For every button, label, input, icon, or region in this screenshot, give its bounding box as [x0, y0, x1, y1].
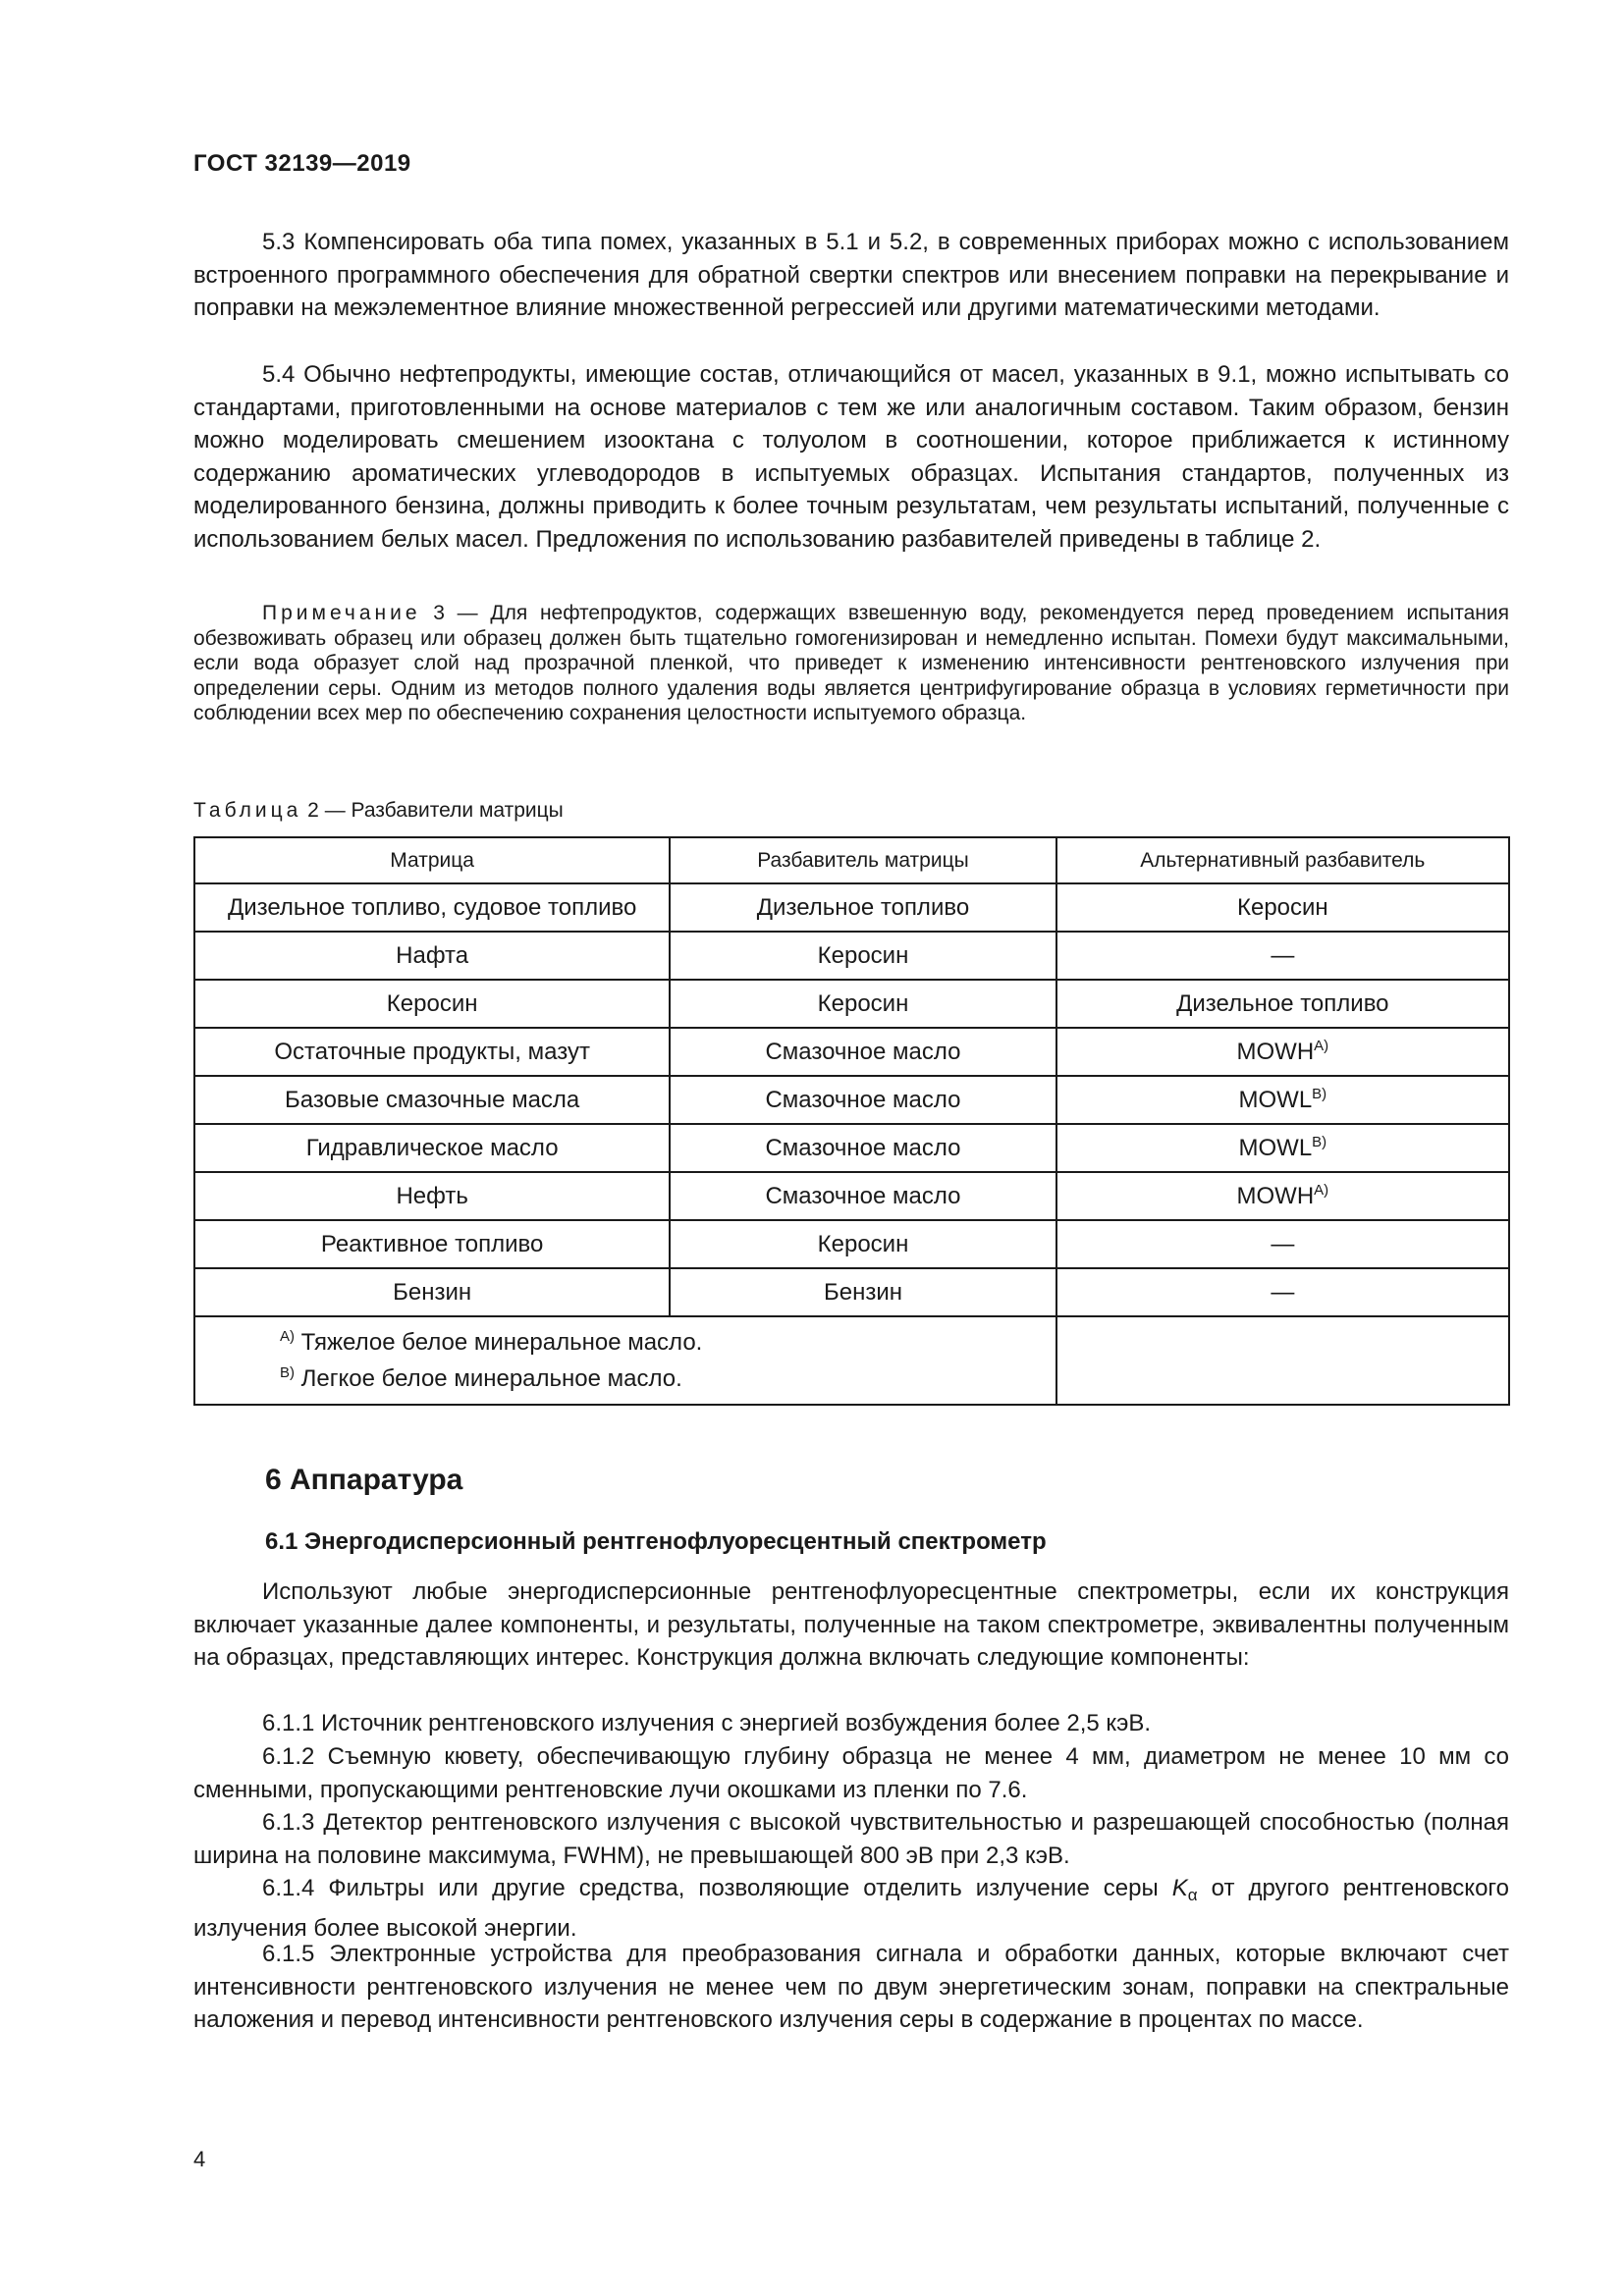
table-cell: Нафта: [194, 932, 670, 980]
cell-value: MOWL: [1238, 1086, 1313, 1113]
column-header: Матрица: [194, 837, 670, 883]
table-cell-empty: [1056, 1316, 1509, 1405]
table-cell: Дизельное топливо, судовое топливо: [194, 883, 670, 932]
cell-value: —: [1271, 1278, 1295, 1306]
table-cell: Смазочное масло: [670, 1172, 1056, 1220]
table-cell: Нефть: [194, 1172, 670, 1220]
table-cell: [1056, 1028, 1509, 1076]
item-6-1-1: 6.1.1 Источник рентгеновского излучения с энергией возбуждения более 2,5 кэВ.: [262, 1710, 1152, 1736]
item-6-1-2: 6.1.2 Съемную кювету, обеспечивающую глубину образца не менее 4 мм, диаметром не менее 10 мм со сменными, пропускающими рентгеновские лучи окошками из пленки по 7.6.: [193, 1743, 1509, 1803]
footnote-a-mark: A): [280, 1328, 295, 1345]
table-cell: Бензин: [670, 1268, 1056, 1316]
cell-value: Керосин: [1236, 893, 1328, 921]
item-6-1-4: [193, 1872, 1509, 1945]
table-cell: [1056, 1172, 1509, 1220]
diluents-table: [193, 836, 1510, 1406]
item-6-1-3: 6.1.3 Детектор рентгеновского излучения с высокой чувствительностью и разрешающей способностью (полная ширина на половине максимума, FWHM), не превышающей 800 эВ при 2,3 кэВ.: [193, 1809, 1509, 1869]
table-cell: [1056, 1076, 1509, 1124]
table-cell: Базовые смазочные масла: [194, 1076, 670, 1124]
table-cell: [1056, 883, 1509, 932]
table-row: [194, 1268, 1509, 1316]
table-row: [194, 1076, 1509, 1124]
page-number: 4: [193, 2147, 206, 2171]
table-footnotes: [194, 1316, 1056, 1405]
table-cell: Керосин: [670, 932, 1056, 980]
table-cell: Керосин: [670, 980, 1056, 1028]
table-row: [194, 1124, 1509, 1172]
table-cell: [1056, 980, 1509, 1028]
table-row: [194, 980, 1509, 1028]
table-cell: Смазочное масло: [670, 1124, 1056, 1172]
footnote-a-text: Тяжелое белое минеральное масло.: [295, 1329, 703, 1356]
footnote-mark: A): [1314, 1037, 1329, 1054]
table-caption: [193, 799, 564, 823]
table-cell: [1056, 932, 1509, 980]
note-label: Примечание: [262, 602, 421, 624]
table-cell: [1056, 1124, 1509, 1172]
table-row: [194, 1220, 1509, 1268]
table-cell: Гидравлическое масло: [194, 1124, 670, 1172]
paragraph-5-3: 5.3 Компенсировать оба типа помех, указанных в 5.1 и 5.2, в современных приборах можно с использованием встроенного программного обеспечения для обратной свертки спектров или внесением поправки на перекрывание и поправки на межэлементное влияние множественной регрессией или другими математическими методами.: [193, 229, 1509, 321]
document-header: ГОСТ 32139—2019: [193, 150, 411, 177]
table-header-row: [194, 837, 1509, 883]
cell-value: MOWL: [1238, 1134, 1313, 1161]
table-caption-label: Таблица: [193, 799, 302, 822]
table-row: [194, 932, 1509, 980]
section-6-1-intro: Используют любые энергодисперсионные рентгенофлуоресцентные спектрометры, если их конструкция включает указанные далее компоненты, и результаты, полученные на таком спектрометре, эквивалентны полученным на образцах, представляющих интерес. Конструкция должна включать следующие компоненты:: [193, 1578, 1509, 1671]
column-header: Разбавитель матрицы: [670, 837, 1056, 883]
table-cell: Реактивное топливо: [194, 1220, 670, 1268]
footnote-b-mark: B): [280, 1364, 295, 1381]
footnote-mark: B): [1312, 1085, 1327, 1102]
item-6-1-5: 6.1.5 Электронные устройства для преобразования сигнала и обработки данных, которые включают счет интенсивности рентгеновского излучения не менее чем по двум энергетическим зонам, поправки на спектральные наложения и перевод интенсивности рентгеновского излучения серы в содержание в процентах по массе.: [193, 1941, 1509, 2033]
section-6-title: 6 Аппаратура: [265, 1464, 463, 1496]
cell-value: MOWH: [1236, 1182, 1315, 1209]
k-letter: K: [1171, 1875, 1188, 1901]
cell-value: MOWH: [1236, 1038, 1315, 1065]
cell-value: Дизельное топливо: [1176, 989, 1389, 1017]
cell-value: —: [1271, 941, 1295, 969]
footnote-mark: A): [1314, 1181, 1329, 1199]
section-6-1-title: 6.1 Энергодисперсионный рентгенофлуоресцентный спектрометр: [265, 1528, 1047, 1555]
footnote-a: [280, 1324, 1056, 1361]
table-cell: Дизельное топливо: [670, 883, 1056, 932]
table-row: [194, 1172, 1509, 1220]
table-cell: Керосин: [670, 1220, 1056, 1268]
footnote-b-text: Легкое белое минеральное масло.: [295, 1365, 682, 1392]
table-cell: [1056, 1268, 1509, 1316]
item-6-1-4-text-b: от другого рентгеновского излучения более высокой энергии.: [193, 1875, 1509, 1942]
alpha-subscript: α: [1187, 1886, 1198, 1904]
table-cell: Смазочное масло: [670, 1028, 1056, 1076]
item-6-1-4-text-a: 6.1.4 Фильтры или другие средства, позволяющие отделить излучение серы: [262, 1875, 1172, 1901]
cell-value: —: [1271, 1230, 1295, 1257]
table-row: [194, 1028, 1509, 1076]
table-cell: Остаточные продукты, мазут: [194, 1028, 670, 1076]
paragraph-5-4: 5.4 Обычно нефтепродукты, имеющие состав, отличающийся от масел, указанных в 9.1, можно испытывать со стандартами, приготовленными на основе материалов с тем же или аналогичным составом. Таким образом, бензин можно моделировать смешением изооктана с толуолом в соотношении, которое приближается к истинному содержанию ароматических углеводородов в испытуемых образцах. Испытания стандартов, полученных из моделированного бензина, должны приводить к более точным результатам, чем результаты испытаний, полученные с использованием белых масел. Предложения по использованию разбавителей приведены в таблице 2.: [193, 361, 1509, 553]
table-row: [194, 883, 1509, 932]
table-cell: Бензин: [194, 1268, 670, 1316]
table-footnotes-row: [194, 1316, 1509, 1405]
table-cell: Керосин: [194, 980, 670, 1028]
footnote-mark: B): [1312, 1133, 1327, 1150]
note-text: 3 — Для нефтепродуктов, содержащих взвешенную воду, рекомендуется перед проведением испытания обезвоживать образец или образец должен быть тщательно гомогенизирован и немедленно испытан. Помехи будут максимальными, если вода образует слой над прозрачной пленкой, что приведет к изменению интенсивности рентгеновского излучения при определении серы. Одним из методов полного удаления воды является центрифугирование образца в условиях герметичности при соблюдении всех мер по обеспечению сохранения целостности испытуемого образца.: [193, 602, 1509, 724]
footnote-b: [280, 1361, 1056, 1397]
note-3: [193, 601, 1509, 726]
column-header: Альтернативный разбавитель: [1056, 837, 1509, 883]
k-alpha-symbol: [1171, 1875, 1198, 1904]
table-cell: Смазочное масло: [670, 1076, 1056, 1124]
table-cell: [1056, 1220, 1509, 1268]
table-caption-text: 2 — Разбавители матрицы: [301, 799, 564, 822]
